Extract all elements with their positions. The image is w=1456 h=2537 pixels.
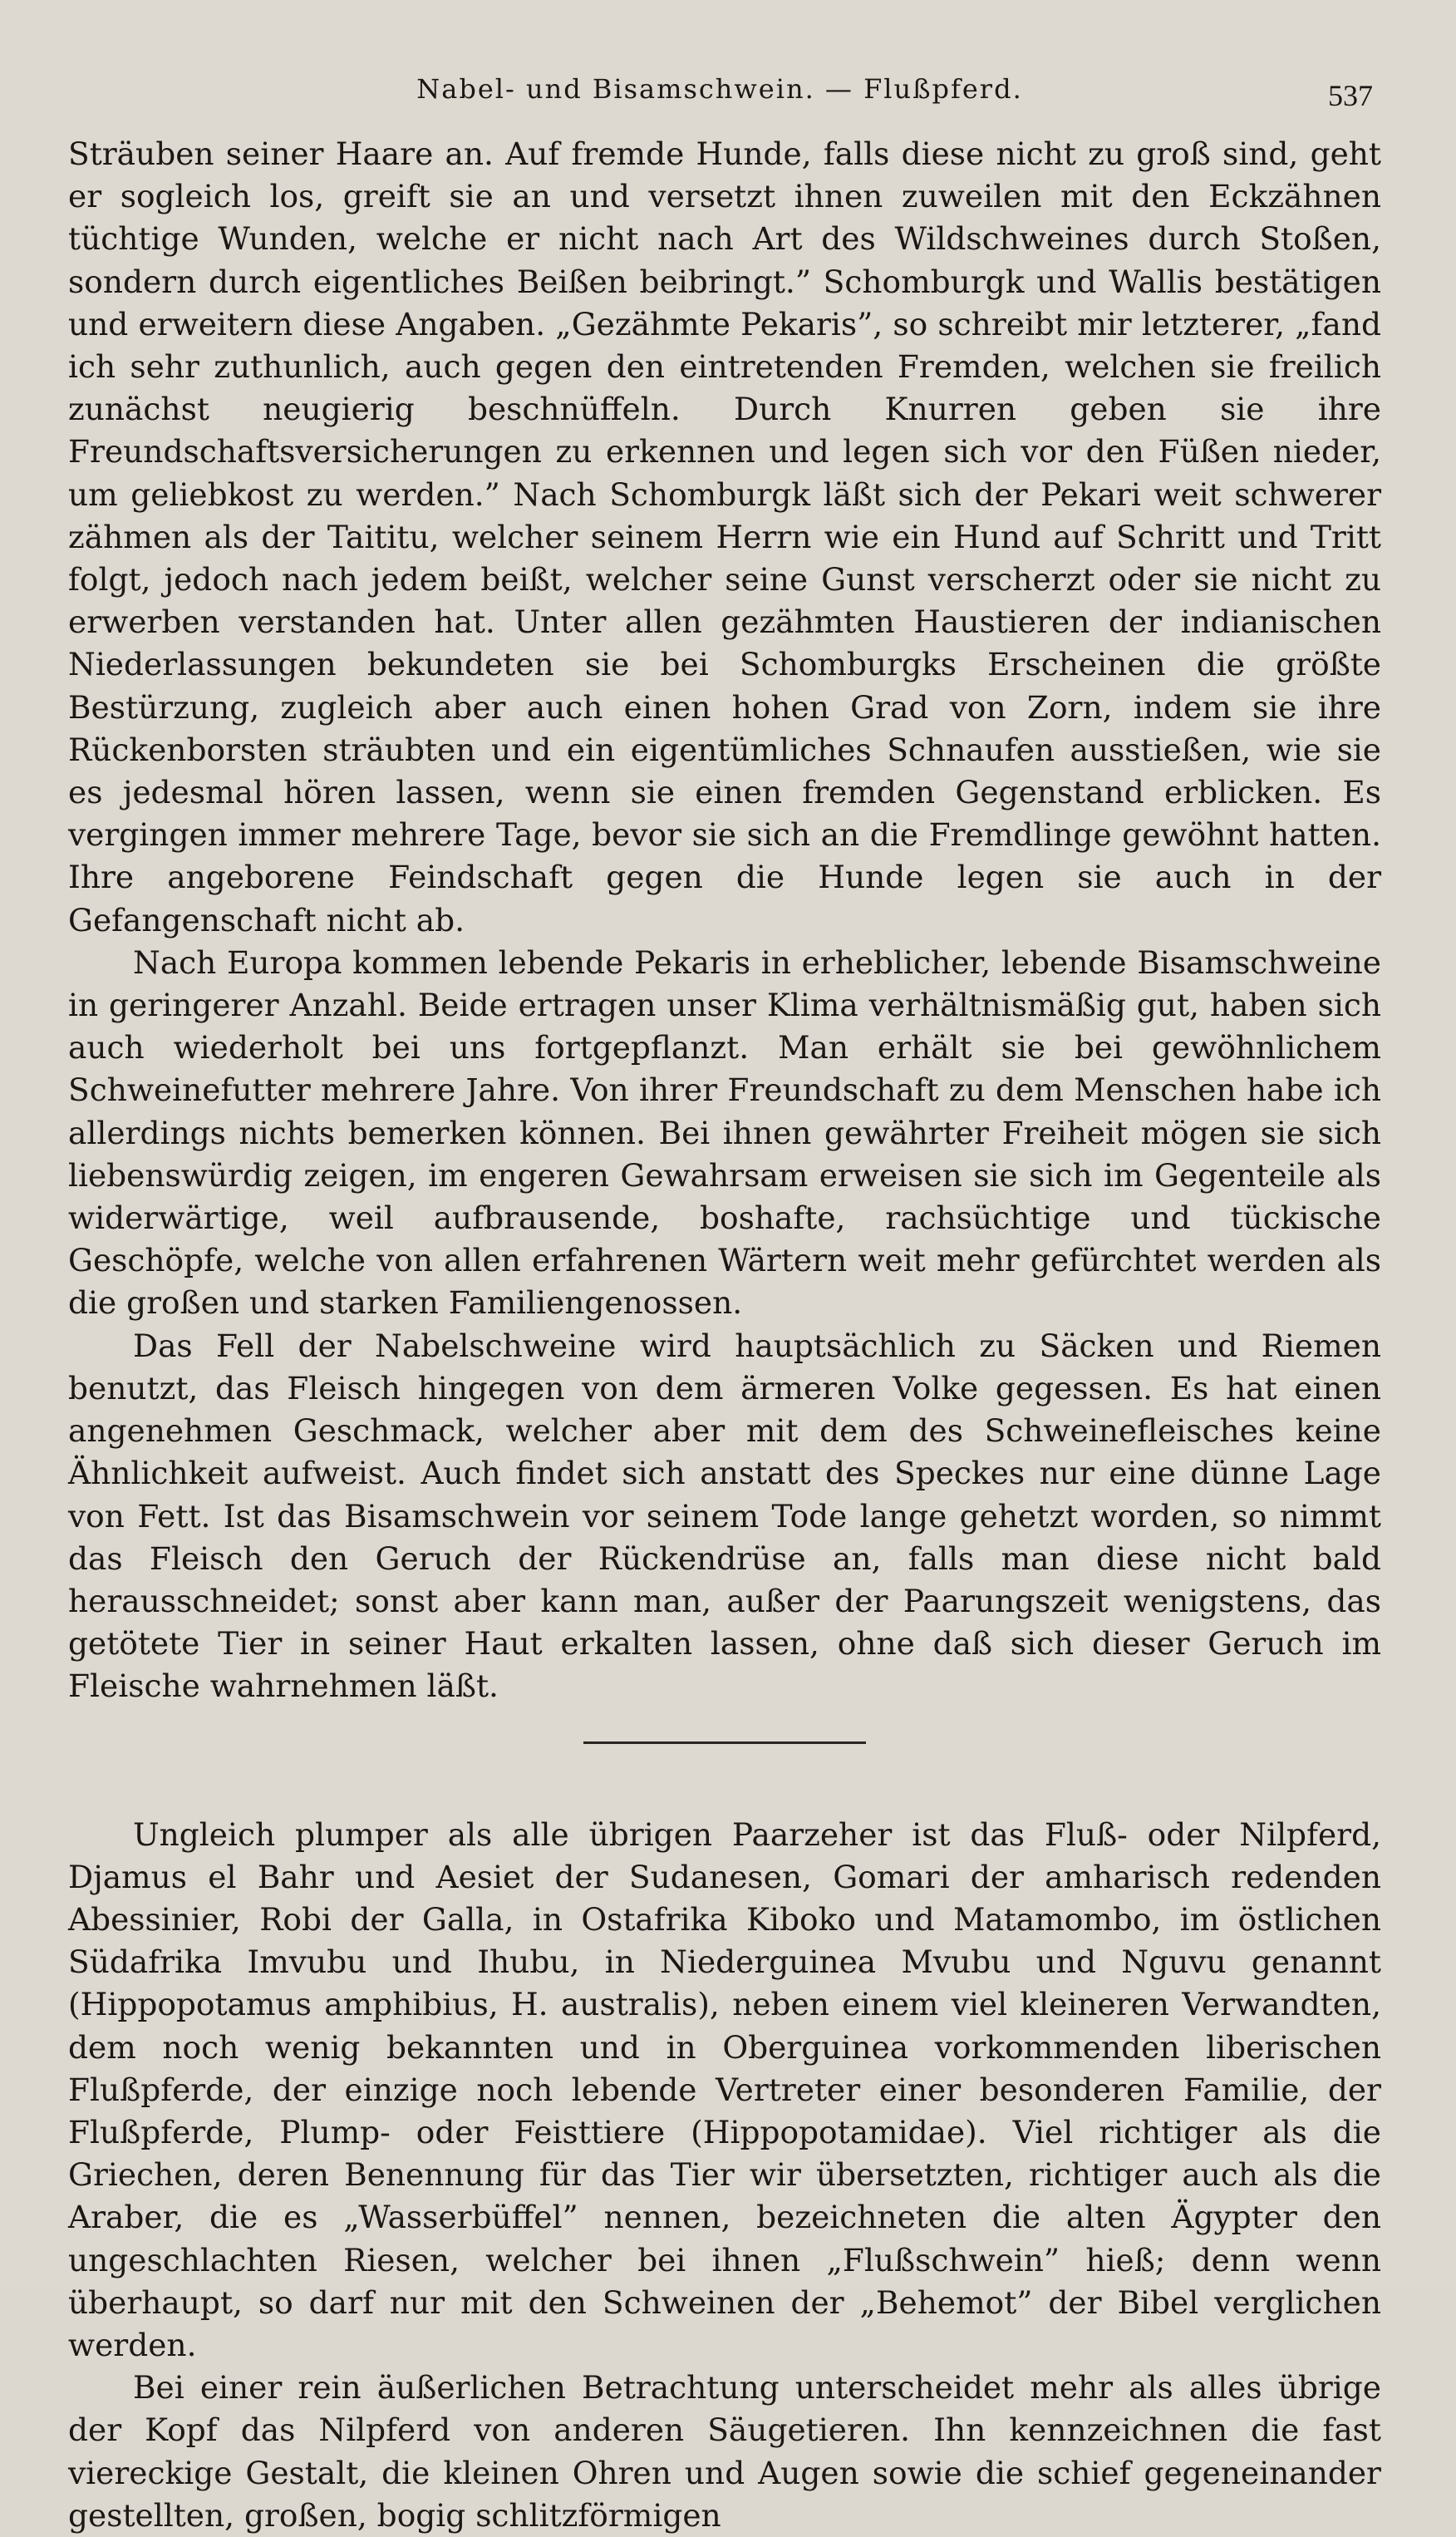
body-text <box>68 133 1381 2537</box>
page-number: 537 <box>1328 79 1373 112</box>
paragraph: Sträuben seiner Haare an. Auf fremde Hunde, falls diese nicht zu groß sind, geht er sogleich los, greift sie an und versetzt ihnen zuweilen mit den Eckzähnen tüchtige Wunden, welche er nicht nach Art des Wildschweines durch Stoßen, sondern durch eigentliches Beißen beibringt.” Schomburgk und Wallis bestätigen und erweitern diese Angaben. „Gezähmte Pekaris”, so schreibt mir letzterer, „fand ich sehr zuthunlich, auch gegen den eintretenden Fremden, welchen sie freilich zunächst neugierig beschnüffeln. Durch Knurren geben sie ihre Freundschaftsversicherungen zu erkennen und legen sich vor den Füßen nieder, um geliebkost zu werden.” Nach Schomburgk läßt sich der Pekari weit schwerer zähmen als der Taititu, welcher seinem Herrn wie ein Hund auf Schritt und Tritt folgt, jedoch nach jedem beißt, welcher seine Gunst verscherzt oder sie nicht zu erwerben verstanden hat. Unter allen gezähmten Haustieren der indianischen Niederlassungen bekundeten sie bei Schomburgks Erscheinen die größte Bestürzung, zugleich aber auch einen hohen Grad von Zorn, indem sie ihre Rückenborsten sträubten und ein eigentümliches Schnaufen ausstießen, wie sie es jedesmal hören lassen, wenn sie einen fremden Gegenstand erblicken. Es vergingen immer mehrere Tage, bevor sie sich an die Fremdlinge gewöhnt hatten. Ihre angeborene Feindschaft gegen die Hunde legen sie auch in der Gefangenschaft nicht ab. <box>68 135 1381 938</box>
paragraph: Bei einer rein äußerlichen Betrachtung unterscheidet mehr als alles übrige der Kopf das Nilpferd von anderen Säugetieren. Ihn kennzeichnen die fast viereckige Gestalt, die kleinen Ohren und Augen sowie die schief gegeneinander gestellten, großen, bogig schlitzförmigen <box>68 2369 1381 2534</box>
paragraph: Ungleich plumper als alle übrigen Paarzeher ist das Fluß- oder Nilpferd, Djamus el Bahr und Aesiet der Sudanesen, Gomari der amharisch redenden Abessinier, Robi der Galla, in Ostafrika Kiboko und Matamombo, im östlichen Südafrika Imvubu und Ihubu, in Niederguinea Mvubu und Nguvu genannt (Hippopotamus amphibius, H. australis), neben einem viel kleineren Verwandten, dem noch wenig bekannten und in Oberguinea vorkommenden liberischen Flußpferde, der einzige noch lebende Vertreter einer besonderen Familie, der Flußpferde, Plump- oder Feisttiere (Hippopotamidae). Viel richtiger als die Griechen, deren Benennung für das Tier wir übersetzten, richtiger auch als die Araber, die es „Wasserbüffel” nennen, bezeichneten die alten Ägypter den ungeschlachten Riesen, welcher bei ihnen „Flußschwein” hieß; denn wenn überhaupt, so darf nur mit den Schweinen der „Behemot” der Bibel verglichen werden. <box>68 1815 1381 2363</box>
running-title: Nabel- und Bisamschwein. — Flußpferd. <box>416 73 1023 105</box>
section-divider <box>583 1741 866 1744</box>
paragraph: Das Fell der Nabelschweine wird hauptsächlich zu Säcken und Riemen benutzt, das Fleisch hingegen von dem ärmeren Volke gegessen. Es hat einen angenehmen Geschmack, welcher aber mit dem des Schweinefleisches keine Ähnlichkeit aufweist. Auch findet sich anstatt des Speckes nur eine dünne Lage von Fett. Ist das Bisamschwein vor seinem Tode lange gehetzt worden, so nimmt das Fleisch den Geruch der Rückendrüse an, falls man diese nicht bald herausschneidet; sonst aber kann man, außer der Paarungszeit wenigstens, das getötete Tier in seiner Haut erkalten lassen, ohne daß sich dieser Geruch im Fleische wahrnehmen läßt. <box>68 1327 1381 1705</box>
page-header <box>66 73 1373 123</box>
paragraph: Nach Europa kommen lebende Pekaris in erheblicher, lebende Bisamschweine in geringerer Anzahl. Beide ertragen unser Klima verhältnismäßig gut, haben sich auch wiederholt bei uns fortgepflanzt. Man erhält sie bei gewöhnlichem Schweinefutter mehrere Jahre. Von ihrer Freundschaft zu dem Menschen habe ich allerdings nichts bemerken können. Bei ihnen gewährter Freiheit mögen sie sich liebenswürdig zeigen, im engeren Gewahrsam erweisen sie sich im Gegenteile als widerwärtige, weil aufbrausende, boshafte, rachsüchtige und tückische Geschöpfe, welche von allen erfahrenen Wärtern weit mehr gefürchtet werden als die großen und starken Familiengenossen. <box>68 943 1381 1322</box>
